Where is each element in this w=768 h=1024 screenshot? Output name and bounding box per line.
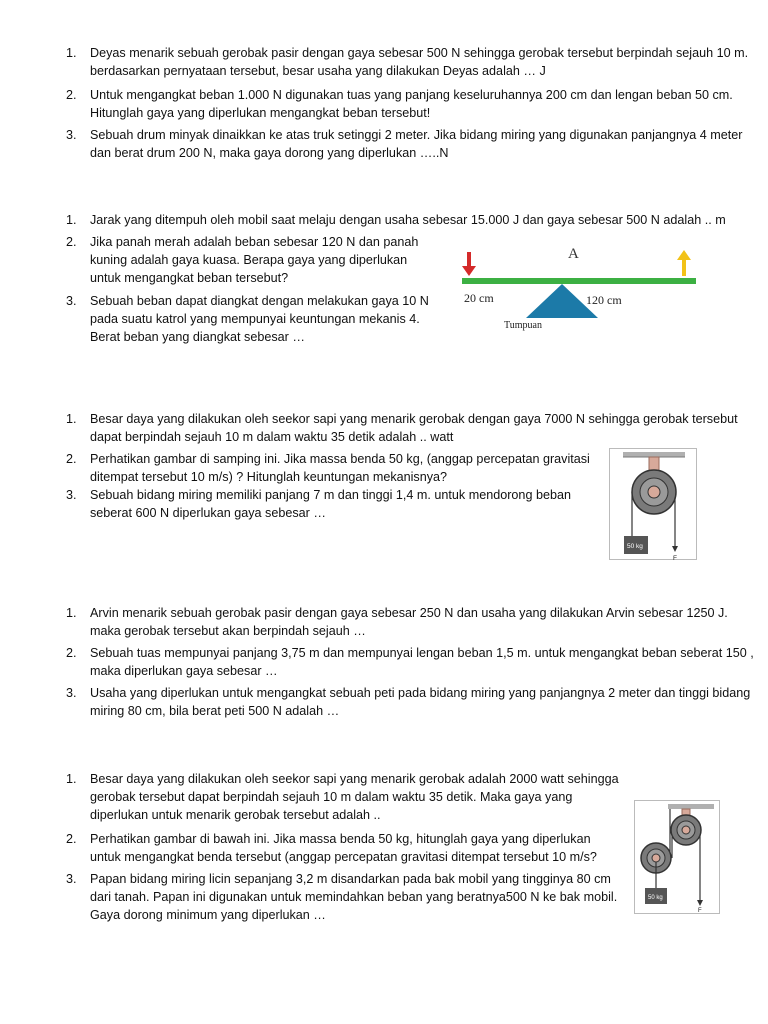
load-arrow-icon <box>462 252 476 276</box>
question-text: Sebuah tuas mempunyai panjang 3,75 m dan mempunyai lengan beban 1,5 m. untuk mengangkat beban seberat 150 , maka diperlukan gaya sebesar … <box>90 646 754 678</box>
lever-figure <box>458 236 708 336</box>
force-label: F <box>673 555 677 562</box>
lever-beam <box>462 278 696 284</box>
question-text: Besar daya yang dilakukan oleh seekor sapi yang menarik gerobak adalah 2000 watt sehingga gerobak tersebut dapat berpindah sejauh 10 m dalam waktu 35 detik. Maka gaya yang diperlukan untuk menarik gerobak tersebut adalah .. <box>90 772 619 822</box>
question-text: Perhatikan gambar di samping ini. Jika massa benda 50 kg, (anggap percepatan gravitasi ditempat tersebut 10 m/s) ? Hitunglah keuntungan mekanisnya? <box>90 452 590 484</box>
question-number: 1. <box>66 606 77 620</box>
question-text: Perhatikan gambar di bawah ini. Jika massa benda 50 kg, hitunglah gaya yang diperlukan untuk mengangkat benda tersebut (anggap percepatan gravitasi ditempat tersebut 10 m/s? <box>90 832 597 864</box>
question-text: Sebuah drum minyak dinaikkan ke atas truk setinggi 2 meter. Jika bidang miring yang digunakan panjangnya 4 meter dan berat drum 200 N, maka gaya dorong yang diperlukan …..N <box>90 128 743 160</box>
question-text: Jarak yang ditempuh oleh mobil saat melaju dengan usaha sebesar 15.000 J dan gaya sebesar 500 N adalah .. m <box>90 213 726 227</box>
question-text: Jika panah merah adalah beban sebesar 120 N dan panah kuning adalah gaya kuasa. Berapa gaya yang diperlukan untuk mengangkat beban tersebut? <box>90 235 419 285</box>
label-left-arm: 20 cm <box>464 291 494 305</box>
question-number: 3. <box>66 488 77 502</box>
question-number: 1. <box>66 46 77 60</box>
question-text: Arvin menarik sebuah gerobak pasir dengan gaya sebesar 250 N dan usaha yang dilakukan Arvin sebesar 1250 J. maka gerobak tersebut akan berpindah sejauh … <box>90 606 728 638</box>
question-text: Untuk mengangkat beban 1.000 N digunakan tuas yang panjang keseluruhannya 200 cm dan lengan beban 50 cm. Hitunglah gaya yang diperlukan mengangkat beban tersebut! <box>90 88 733 120</box>
question-text: Deyas menarik sebuah gerobak pasir dengan gaya sebesar 500 N sehingga gerobak tersebut berpindah sejauh 10 m. berdasarkan pernyataan tersebut, besar usaha yang dilakukan Deyas adalah … J <box>90 46 749 78</box>
force-label: F <box>698 908 702 914</box>
question-number: 3. <box>66 872 77 886</box>
question-number: 1. <box>66 412 77 426</box>
question-text: Papan bidang miring licin sepanjang 3,2 m disandarkan pada bak mobil yang tingginya 80 cm dari tanah. Papan ini digunakan untuk memindahkan beban yang beratnya500 N ke bak mobil. Gaya dorong minimum yang diperlukan … <box>90 872 618 922</box>
question-text: Besar daya yang dilakukan oleh seekor sapi yang menarik gerobak dengan gaya 7000 N sehingga gerobak tersebut dapat berpindah sejauh 10 m dalam waktu 35 detik adalah .. watt <box>90 412 738 444</box>
question-number: 3. <box>66 294 77 308</box>
question-number: 3. <box>66 128 77 142</box>
label-fulcrum: Tumpuan <box>504 320 542 331</box>
question-number: 1. <box>66 213 77 227</box>
question-number: 2. <box>66 235 77 249</box>
question-number: 2. <box>66 452 77 466</box>
pulley-figure-double <box>634 800 720 914</box>
question-text: Sebuah beban dapat diangkat dengan melakukan gaya 10 N pada suatu katrol yang mempunyai keuntungan mekanis 4. Berat beban yang diangkat sebesar … <box>90 294 429 344</box>
question-text: Usaha yang diperlukan untuk mengangkat sebuah peti pada bidang miring yang panjangnya 2 meter dan tinggi bidang miring 80 cm, bila berat peti 500 N adalah … <box>90 686 751 718</box>
ceiling <box>668 804 714 809</box>
effort-arrow-icon <box>677 250 691 276</box>
question-number: 2. <box>66 832 77 846</box>
pulley-figure-single <box>609 448 697 560</box>
question-number: 1. <box>66 772 77 786</box>
mass-label: 50 kg <box>648 895 663 901</box>
question-number: 2. <box>66 646 77 660</box>
question-number: 3. <box>66 686 77 700</box>
ceiling <box>623 452 685 457</box>
mass-label: 50 kg <box>627 543 643 550</box>
question-number: 2. <box>66 88 77 102</box>
label-a: A <box>568 246 579 262</box>
label-right-arm: 120 cm <box>586 293 622 307</box>
question-text: Sebuah bidang miring memiliki panjang 7 m dan tinggi 1,4 m. untuk mendorong beban seberat 600 N diperlukan gaya sebesar … <box>90 488 571 520</box>
